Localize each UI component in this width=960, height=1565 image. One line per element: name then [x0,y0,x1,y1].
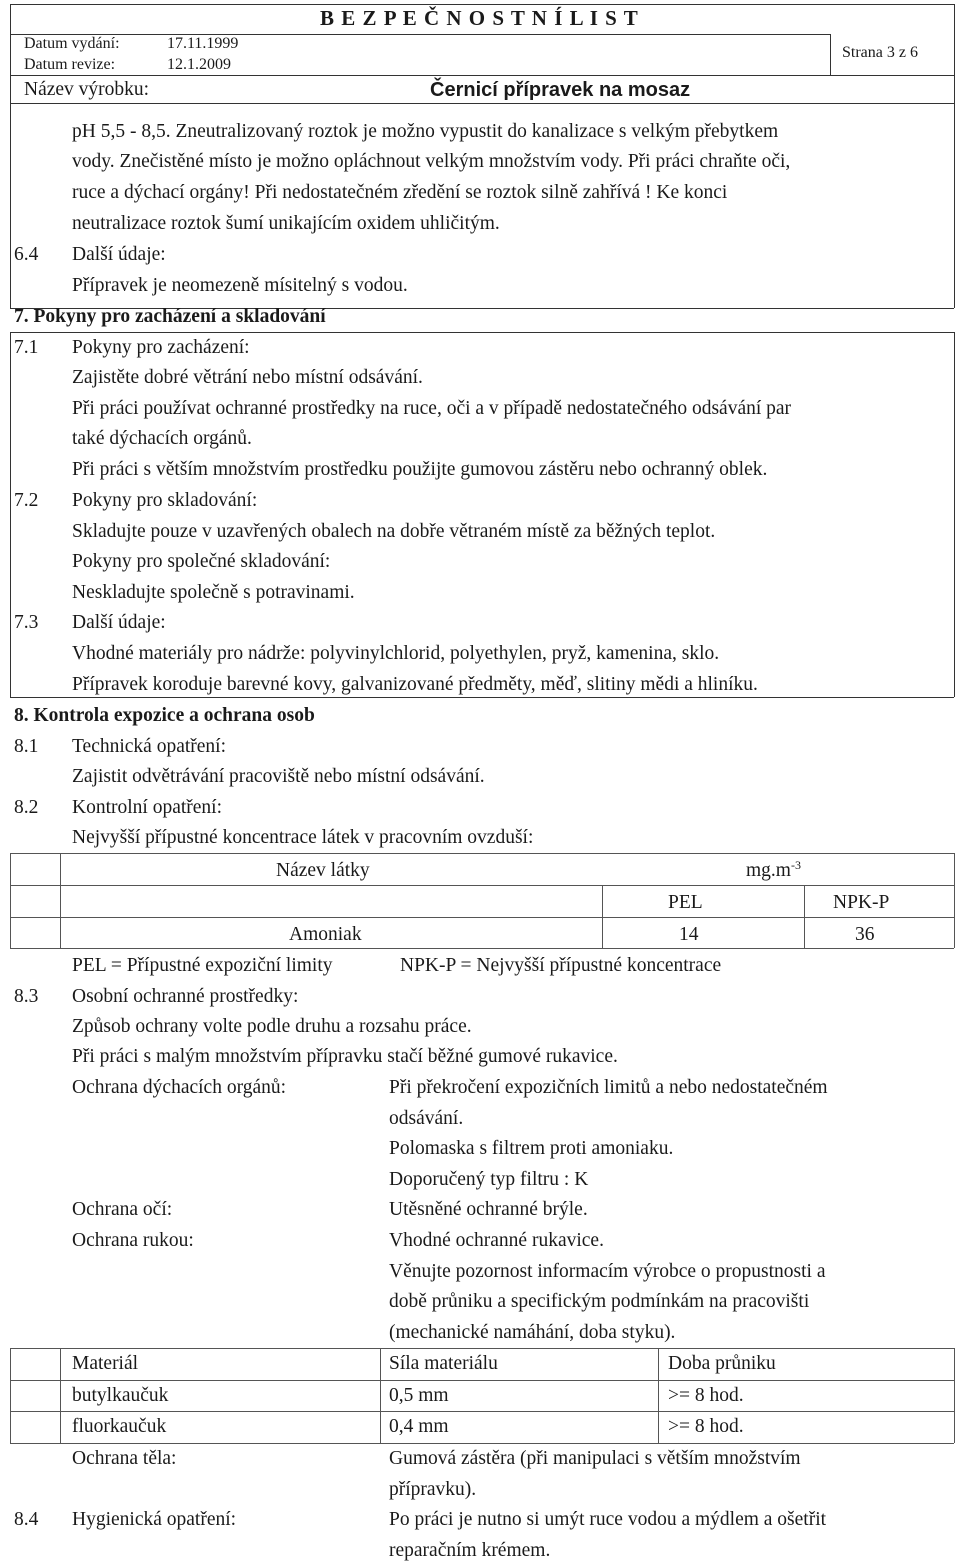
paragraph-line: Skladujte pouze v uzavřených obalech na dobře větraném místě za běžných teplot. [72,521,716,542]
hygiene-line: reparačním krémem. [389,1540,551,1561]
section-heading: Technická opatření: [72,736,227,757]
section-number: 8.1 [14,736,39,757]
table-cell: 0,4 mm [389,1416,449,1437]
table-header-substance: Název látky [276,860,370,881]
hand-protection-line: Věnujte pozornost informacím výrobce o propustnosti a [389,1261,826,1282]
section-heading: Pokyny pro zacházení: [72,337,250,358]
paragraph-line: ruce a dýchací orgány! Při nedostatečném zředění se roztok silně zahřívá ! Ke konci [72,182,728,203]
paragraph-line: neutralizace roztok šumí unikajícím oxidem uhličitým. [72,213,500,234]
body-protection-label: Ochrana těla: [72,1448,177,1469]
section-number: 8.3 [14,986,39,1007]
respiratory-line: Polomaska s filtrem proti amoniaku. [389,1138,674,1159]
paragraph-line: také dýchacích orgánů. [72,428,252,449]
paragraph-line: Při práci s malým množstvím přípravku stačí běžné gumové rukavice. [72,1046,618,1067]
body-protection-line: přípravku). [389,1479,477,1500]
paragraph-line: Pokyny pro společné skladování: [72,551,331,572]
section-number: 7.1 [14,337,39,358]
section-heading: Další údaje: [72,612,166,633]
section-heading: Kontrolní opatření: [72,797,223,818]
section-number: 6.4 [14,244,39,265]
paragraph-line: Neskladujte společně s potravinami. [72,582,355,603]
respiratory-line: Doporučený typ filtru : K [389,1169,589,1190]
eye-protection-label: Ochrana očí: [72,1199,173,1220]
table-cell-npk: 36 [855,924,875,945]
product-name: Černicí přípravek na mosaz [430,79,691,101]
revised-value: 12.1.2009 [167,56,231,73]
legend-pel: PEL = Přípustné expoziční limity [72,955,333,976]
paragraph-line: Přípravek koroduje barevné kovy, galvanizované předměty, měď, slitiny mědi a hliníku. [72,674,758,695]
paragraph-line: Vhodné materiály pro nádrže: polyvinylchlorid, polyethylen, pryž, kamenina, sklo. [72,643,720,664]
hand-protection-line: (mechanické namáhání, doba styku). [389,1322,676,1343]
table-cell-pel: 14 [679,924,699,945]
respiratory-line: Při překročení expozičních limitů a nebo nedostatečném [389,1077,828,1098]
table-header-pel: PEL [668,892,703,913]
section-heading: Osobní ochranné prostředky: [72,986,299,1007]
body-protection-line: Gumová zástěra (při manipulaci s větším množstvím [389,1448,801,1469]
page-number: Strana 3 z 6 [842,44,918,61]
hand-protection-label: Ochrana rukou: [72,1230,194,1251]
table-header: Síla materiálu [389,1353,498,1374]
section-heading: Hygienická opatření: [72,1509,237,1530]
eye-protection-text: Utěsněné ochranné brýle. [389,1199,588,1220]
paragraph-line: Při práci s větším množstvím prostředku použijte gumovou zástěru nebo ochranný oblek. [72,459,768,480]
section-number: 8.2 [14,797,39,818]
table-header-npk: NPK-P [833,892,890,913]
hand-protection-line: době průniku a specifickým podmínkám na pracovišti [389,1291,810,1312]
table-cell: 0,5 mm [389,1385,449,1406]
section-number: 8.4 [14,1509,39,1530]
paragraph-line: Zajistěte dobré větrání nebo místní odsávání. [72,367,423,388]
section-7-title: 7. Pokyny pro zacházení a skladování [14,306,326,327]
document-title: B E Z P E Č N O S T N Í L I S T [320,6,639,30]
section-number: 7.3 [14,612,39,633]
paragraph-line: Nejvyšší přípustné koncentrace látek v pracovním ovzduší: [72,827,534,848]
revised-label: Datum revize: [24,56,116,73]
hygiene-line: Po práci je nutno si umýt ruce vodou a mýdlem a ošetřit [389,1509,827,1530]
table-header: Doba průniku [668,1353,776,1374]
paragraph-line: Zajistit odvětrávání pracoviště nebo místní odsávání. [72,766,485,787]
issued-label: Datum vydání: [24,35,120,52]
table-cell-substance: Amoniak [289,924,362,945]
section-number: 7.2 [14,490,39,511]
table-header: Materiál [72,1353,139,1374]
paragraph-line: Při práci používat ochranné prostředky na ruce, oči a v případě nedostatečného odsávání par [72,398,792,419]
table-cell: >= 8 hod. [668,1385,744,1406]
table-cell: butylkaučuk [72,1385,169,1406]
hand-protection-line: Vhodné ochranné rukavice. [389,1230,604,1251]
section-8-title: 8. Kontrola expozice a ochrana osob [14,705,315,726]
respiratory-label: Ochrana dýchacích orgánů: [72,1077,287,1098]
section-heading: Další údaje: [72,244,166,265]
paragraph-line: Přípravek je neomezeně mísitelný s vodou. [72,275,408,296]
table-cell: >= 8 hod. [668,1416,744,1437]
issued-value: 17.11.1999 [167,35,239,52]
table-header-unit: $mg.m^{-3}$ [746,858,801,881]
paragraph-line: vody. Znečistěné místo je možno opláchnout velkým množstvím vody. Při práci chraňte oči, [72,151,791,172]
paragraph-line: Způsob ochrany volte podle druhu a rozsahu práce. [72,1016,472,1037]
section-heading: Pokyny pro skladování: [72,490,258,511]
table-cell: fluorkaučuk [72,1416,167,1437]
paragraph-line: pH 5,5 - 8,5. Zneutralizovaný roztok je možno vypustit do kanalizace s velkým přebytkem [72,121,779,142]
legend-npk: NPK-P = Nejvyšší přípustné koncentrace [400,955,722,976]
respiratory-line: odsávání. [389,1108,464,1129]
product-label: Název výrobku: [24,79,150,100]
